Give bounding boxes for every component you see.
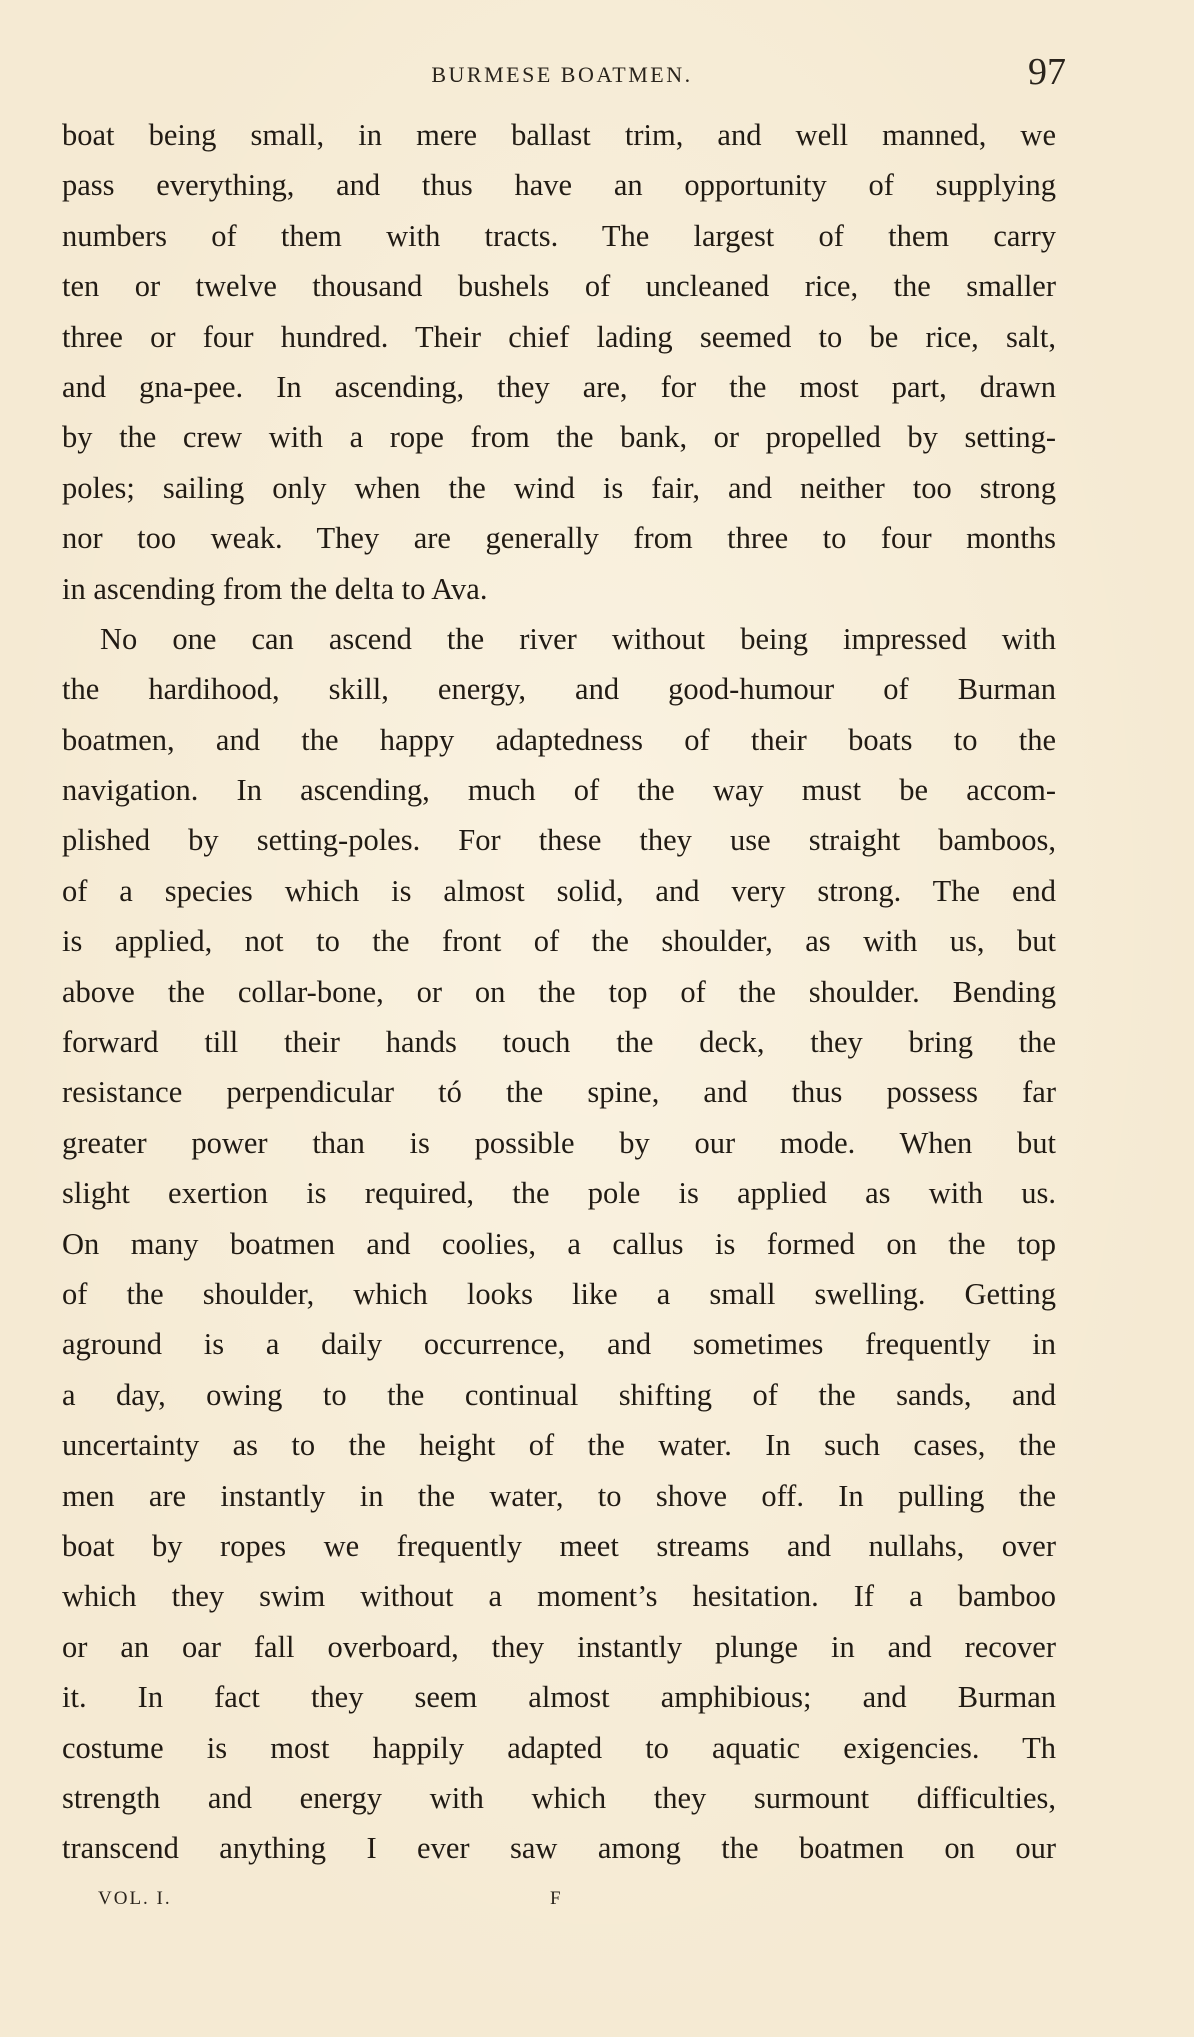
text-line: it. In fact they seem almost amphibious; and Burman [62, 1680, 1056, 1715]
text-line: On many boatmen and coolies, a callus is formed on the top [62, 1226, 1056, 1261]
text-line: by the crew with a rope from the bank, or propelled by setting- [62, 420, 1056, 455]
page-number: 97 [1028, 51, 1066, 93]
text-line: nor too weak. They are generally from three to four months [62, 521, 1056, 556]
text-line: ten or twelve thousand bushels of uncleaned rice, the smaller [62, 269, 1056, 304]
text-line: is applied, not to the front of the shoulder, as with us, but [62, 924, 1056, 959]
paragraph-1 [62, 110, 1056, 614]
text-line: pass everything, and thus have an opportunity of supplying [62, 168, 1056, 203]
text-line: above the collar-bone, or on the top of the shoulder. Bending [62, 974, 1056, 1009]
volume-mark: VOL. I. [98, 1888, 172, 1909]
text-line: and gna-pee. In ascending, they are, for the most part, drawn [62, 369, 1056, 404]
text-line: No one can ascend the river without being impressed with [100, 621, 1056, 656]
text-line: boatmen, and the happy adaptedness of their boats to the [62, 722, 1056, 757]
text-line: plished by setting-poles. For these they use straight bamboos, [62, 823, 1056, 858]
running-head [62, 50, 1066, 110]
text-line: or an oar fall overboard, they instantly plunge in and recover [62, 1629, 1056, 1664]
text-line: men are instantly in the water, to shove off. In pulling the [62, 1478, 1056, 1513]
text-line: the hardihood, skill, energy, and good-humour of Burman [62, 672, 1056, 707]
running-title: BURMESE BOATMEN. [431, 62, 693, 87]
text-line: costume is most happily adapted to aquatic exigencies. Th [62, 1730, 1056, 1765]
text-line: three or four hundred. Their chief lading seemed to be rice, salt, [62, 319, 1056, 354]
text-line: greater power than is possible by our mode. When but [62, 1125, 1056, 1160]
paragraph-2 [62, 614, 1056, 1874]
text-line: of the shoulder, which looks like a small swelling. Getting [62, 1276, 1056, 1311]
text-line: a day, owing to the continual shifting of the sands, and [62, 1377, 1056, 1412]
text-line: which they swim without a moment’s hesitation. If a bamboo [62, 1579, 1056, 1614]
text-line: transcend anything I ever saw among the boatmen on our [62, 1831, 1056, 1866]
text-line: numbers of them with tracts. The largest of them carry [62, 218, 1056, 253]
text-line: strength and energy with which they surmount difficulties, [62, 1780, 1056, 1815]
text-line: aground is a daily occurrence, and sometimes frequently in [62, 1327, 1056, 1362]
signature-mark: F [550, 1888, 563, 1909]
text-line: uncertainty as to the height of the water. In such cases, the [62, 1428, 1056, 1463]
body-text [62, 110, 1056, 1874]
text-line: slight exertion is required, the pole is applied as with us. [62, 1176, 1056, 1211]
text-line: in ascending from the delta to Ava. [62, 571, 488, 606]
text-line: boat being small, in mere ballast trim, and well manned, we [62, 118, 1056, 152]
text-line: navigation. In ascending, much of the way must be accom- [62, 773, 1056, 808]
text-line: forward till their hands touch the deck, they bring the [62, 1025, 1056, 1060]
text-line: of a species which is almost solid, and very strong. The end [62, 873, 1056, 908]
text-line: boat by ropes we frequently meet streams and nullahs, over [62, 1528, 1056, 1563]
text-line: poles; sailing only when the wind is fair, and neither too strong [62, 470, 1056, 505]
page-footer [98, 1888, 618, 1928]
text-line: resistance perpendicular tó the spine, and thus possess far [62, 1075, 1056, 1110]
